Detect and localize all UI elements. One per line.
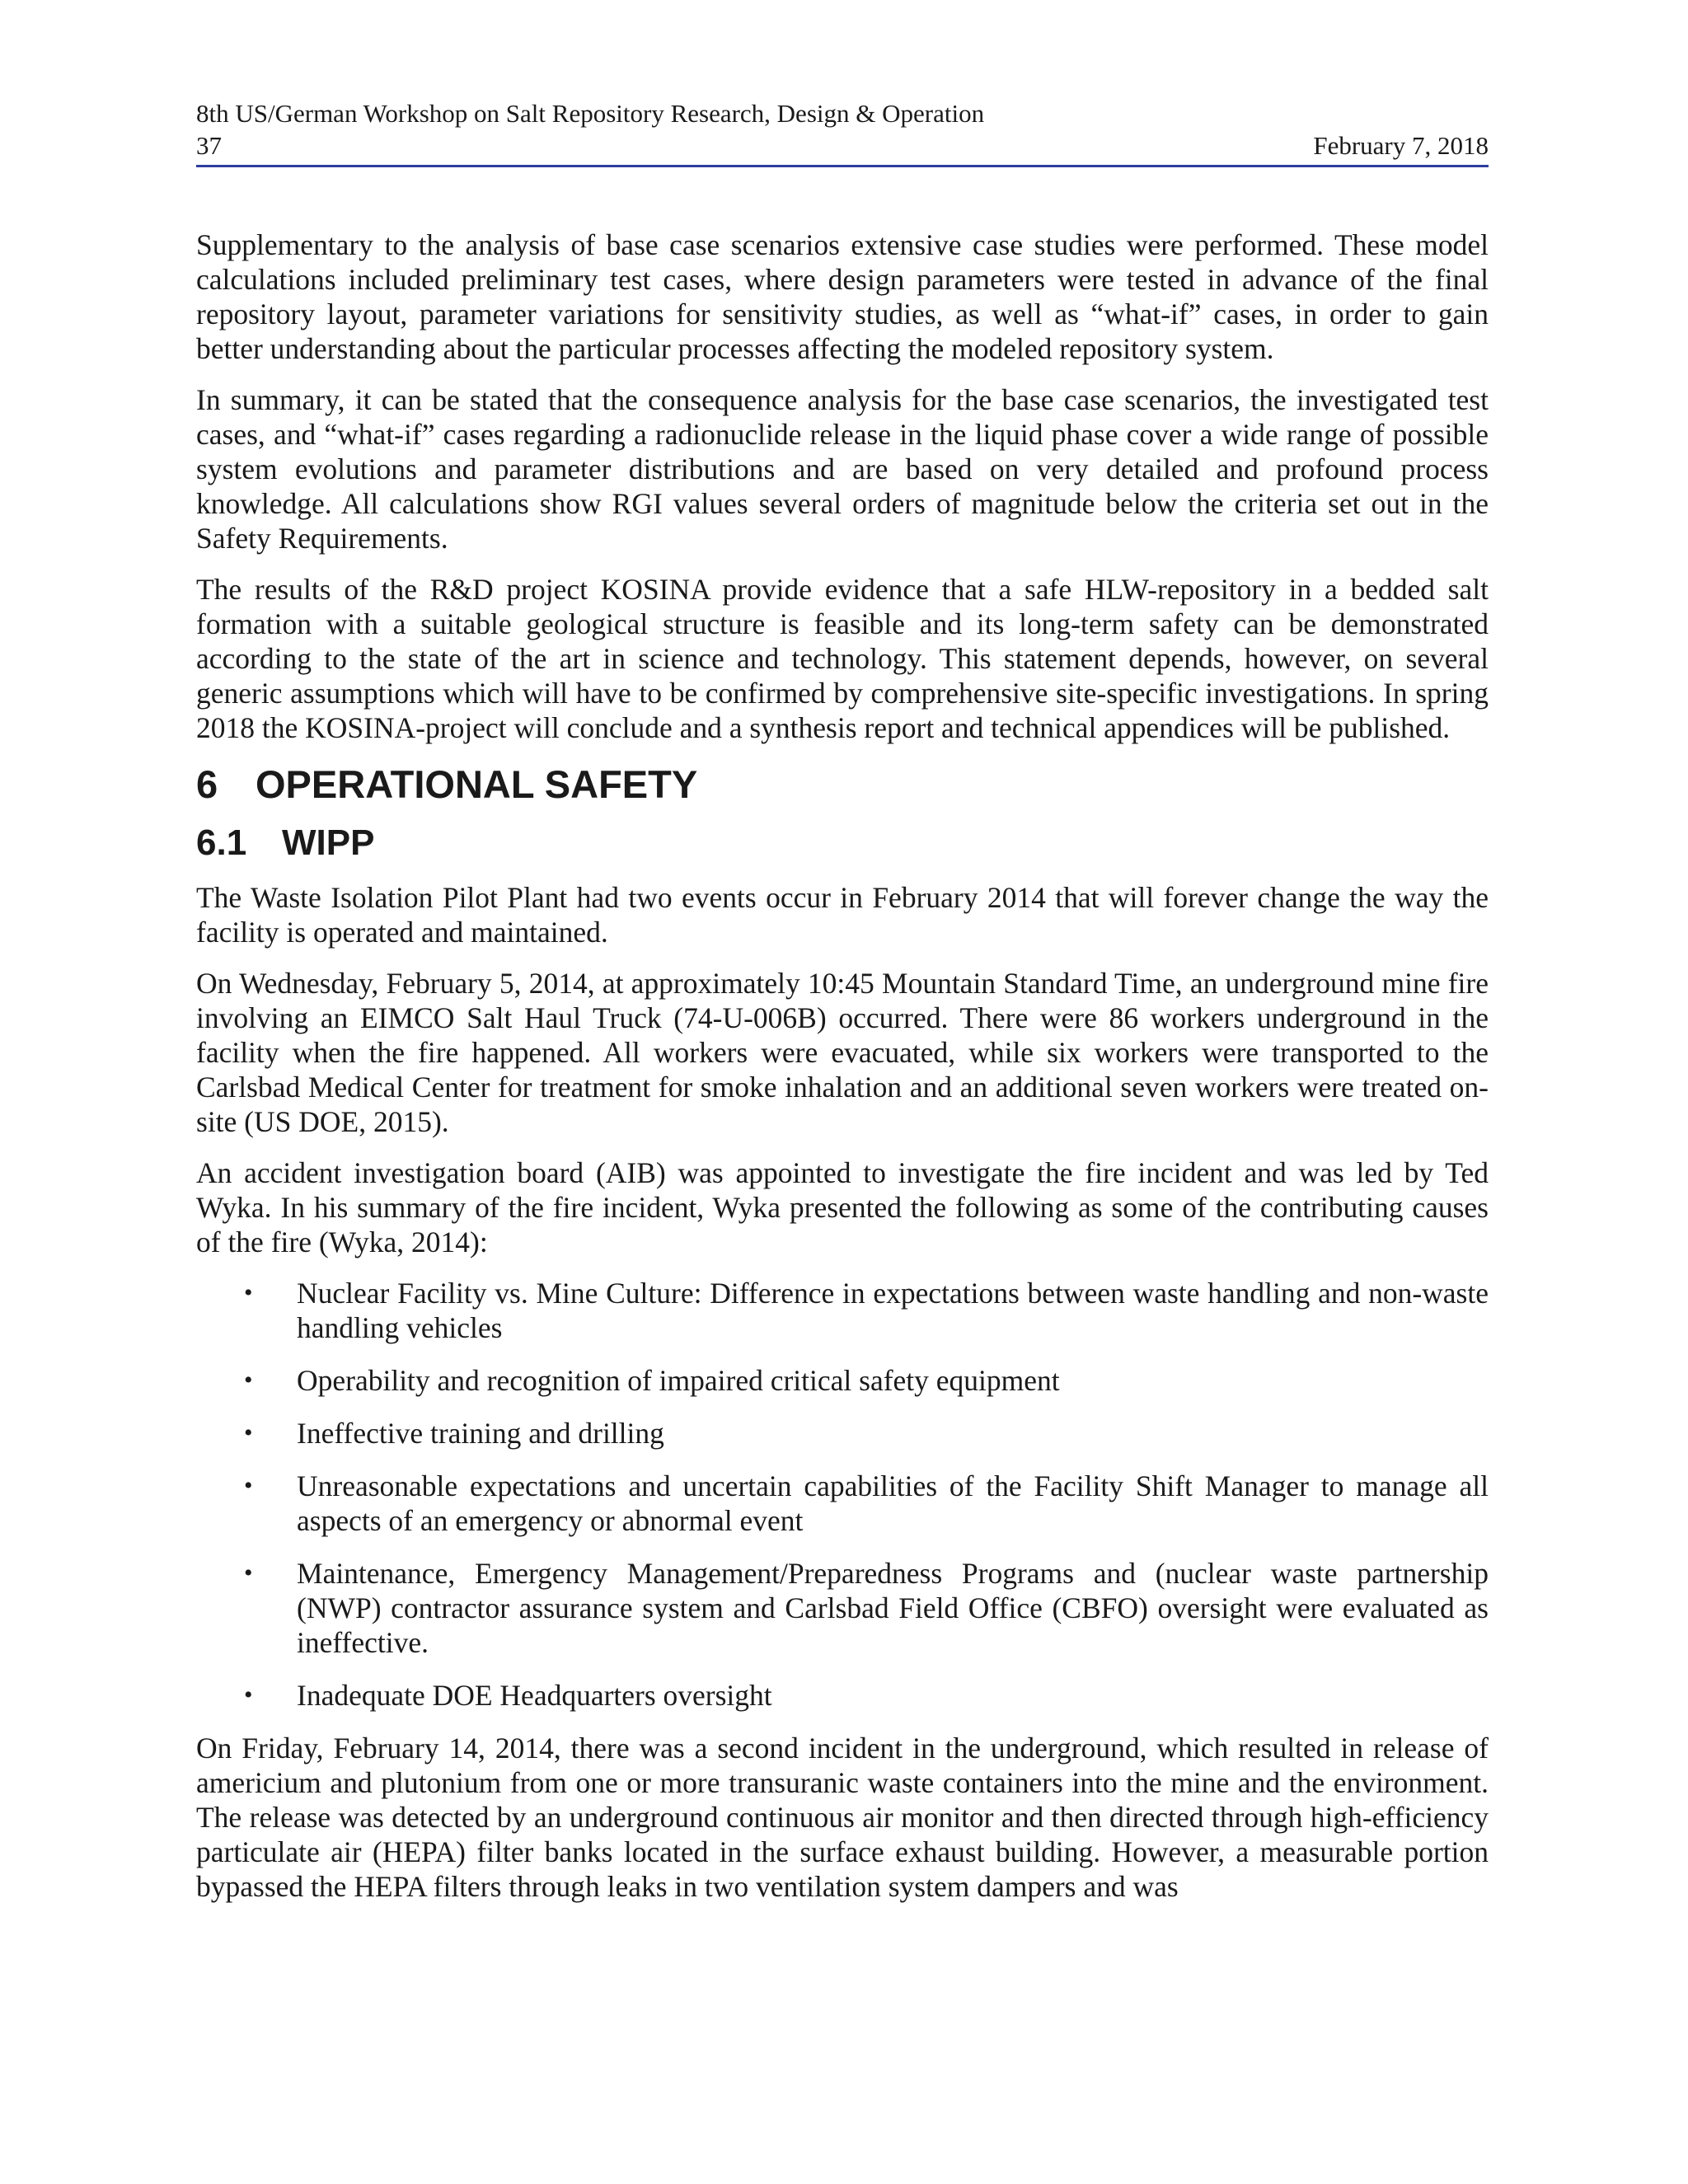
page-body (196, 227, 1489, 1920)
list-item (196, 1276, 1489, 1345)
list-item (196, 1416, 1489, 1451)
bullet-icon: • (244, 1419, 253, 1446)
header-title: 8th US/German Workshop on Salt Repository Research, Design & Operation (196, 99, 985, 128)
contributing-causes-list (196, 1276, 1489, 1713)
list-item-text: Nuclear Facility vs. Mine Culture: Difference in expectations between waste handling and non-waste handling vehicles (297, 1277, 1489, 1344)
section-title: OPERATIONAL SAFETY (256, 762, 698, 806)
list-item-text: Ineffective training and drilling (297, 1417, 664, 1450)
paragraph-case-studies: Supplementary to the analysis of base case scenarios extensive case studies were performed. These model calculations included preliminary test cases, where design parameters were tested in advance of the final repository layout, parameter variations for sensitivity studies, as well as “what-if” cases, in order to gain better understanding about the particular processes affecting the modeled repository system. (196, 228, 1489, 365)
list-item-text: Unreasonable expectations and uncertain capabilities of the Facility Shift Manager to manage all aspects of an emergency or abnormal event (297, 1469, 1489, 1537)
bullet-icon: • (244, 1472, 253, 1499)
section-heading (196, 762, 1489, 808)
list-item (196, 1678, 1489, 1713)
paragraph-second-incident: On Friday, February 14, 2014, there was a second incident in the underground, which resulted in release of americium and plutonium from one or more transuranic waste containers into the mine and the environment. The release was detected by an underground continuous air monitor and then directed through high-efficiency particulate air (HEPA) filter banks located in the surface exhaust building. However, a measurable portion bypassed the HEPA filters through leaks in two ventilation system dampers and was (196, 1732, 1489, 1903)
list-item-text: Maintenance, Emergency Management/Preparedness Programs and (nuclear waste partnership (NWP) contractor assurance system and Carlsbad Field Office (CBFO) oversight were evaluated as ineffective. (297, 1557, 1489, 1659)
list-item-text: Inadequate DOE Headquarters oversight (297, 1679, 772, 1712)
header-date: February 7, 2018 (1313, 131, 1489, 160)
header-page-number: 37 (196, 131, 222, 160)
bullet-icon: • (244, 1559, 253, 1586)
page-header (196, 97, 1489, 162)
subsection-heading (196, 821, 1489, 865)
paragraph-wipp-events: The Waste Isolation Pilot Plant had two events occur in February 2014 that will forever change the way the facility is operated and maintained. (196, 881, 1489, 949)
section-number: 6 (196, 762, 218, 806)
bullet-icon: • (244, 1681, 253, 1708)
subsection-title: WIPP (282, 823, 375, 863)
header-row (196, 129, 1489, 162)
paragraph-kosina-results: The results of the R&D project KOSINA provide evidence that a safe HLW-repository in a bedded salt formation with a suitable geological structure is feasible and its long-term safety can be demonstrated according to the state of the art in science and technology. This statement depends, however, on several generic assumptions which will have to be confirmed by comprehensive site-specific investigations. In spring 2018 the KOSINA-project will conclude and a synthesis report and technical appendices will be published. (196, 573, 1489, 744)
paragraph-mine-fire: On Wednesday, February 5, 2014, at approximately 10:45 Mountain Standard Time, an underground mine fire involving an EIMCO Salt Haul Truck (74-U-006B) occurred. There were 86 workers underground in the facility when the fire happened. All workers were evacuated, while six workers were transported to the Carlsbad Medical Center for treatment for smoke inhalation and an additional seven workers were treated on-site (US DOE, 2015). (196, 967, 1489, 1138)
paragraph-aib: An accident investigation board (AIB) was appointed to investigate the fire incident and was led by Ted Wyka. In his summary of the fire incident, Wyka presented the following as some of the contributing causes of the fire (Wyka, 2014): (196, 1156, 1489, 1258)
list-item-text: Operability and recognition of impaired critical safety equipment (297, 1364, 1060, 1397)
list-item (196, 1363, 1489, 1398)
paragraph-summary: In summary, it can be stated that the consequence analysis for the base case scenarios, the investigated test cases, and “what-if” cases regarding a radionuclide release in the liquid phase cover a wide range of possible system evolutions and parameter distributions and are based on very detailed and profound process knowledge. All calculations show RGI values several orders of magnitude below the criteria set out in the Safety Requirements. (196, 383, 1489, 555)
bullet-icon: • (244, 1279, 253, 1306)
list-item (196, 1556, 1489, 1660)
subsection-number: 6.1 (196, 823, 247, 863)
bullet-icon: • (244, 1366, 253, 1394)
header-rule (196, 165, 1489, 167)
list-item (196, 1469, 1489, 1538)
